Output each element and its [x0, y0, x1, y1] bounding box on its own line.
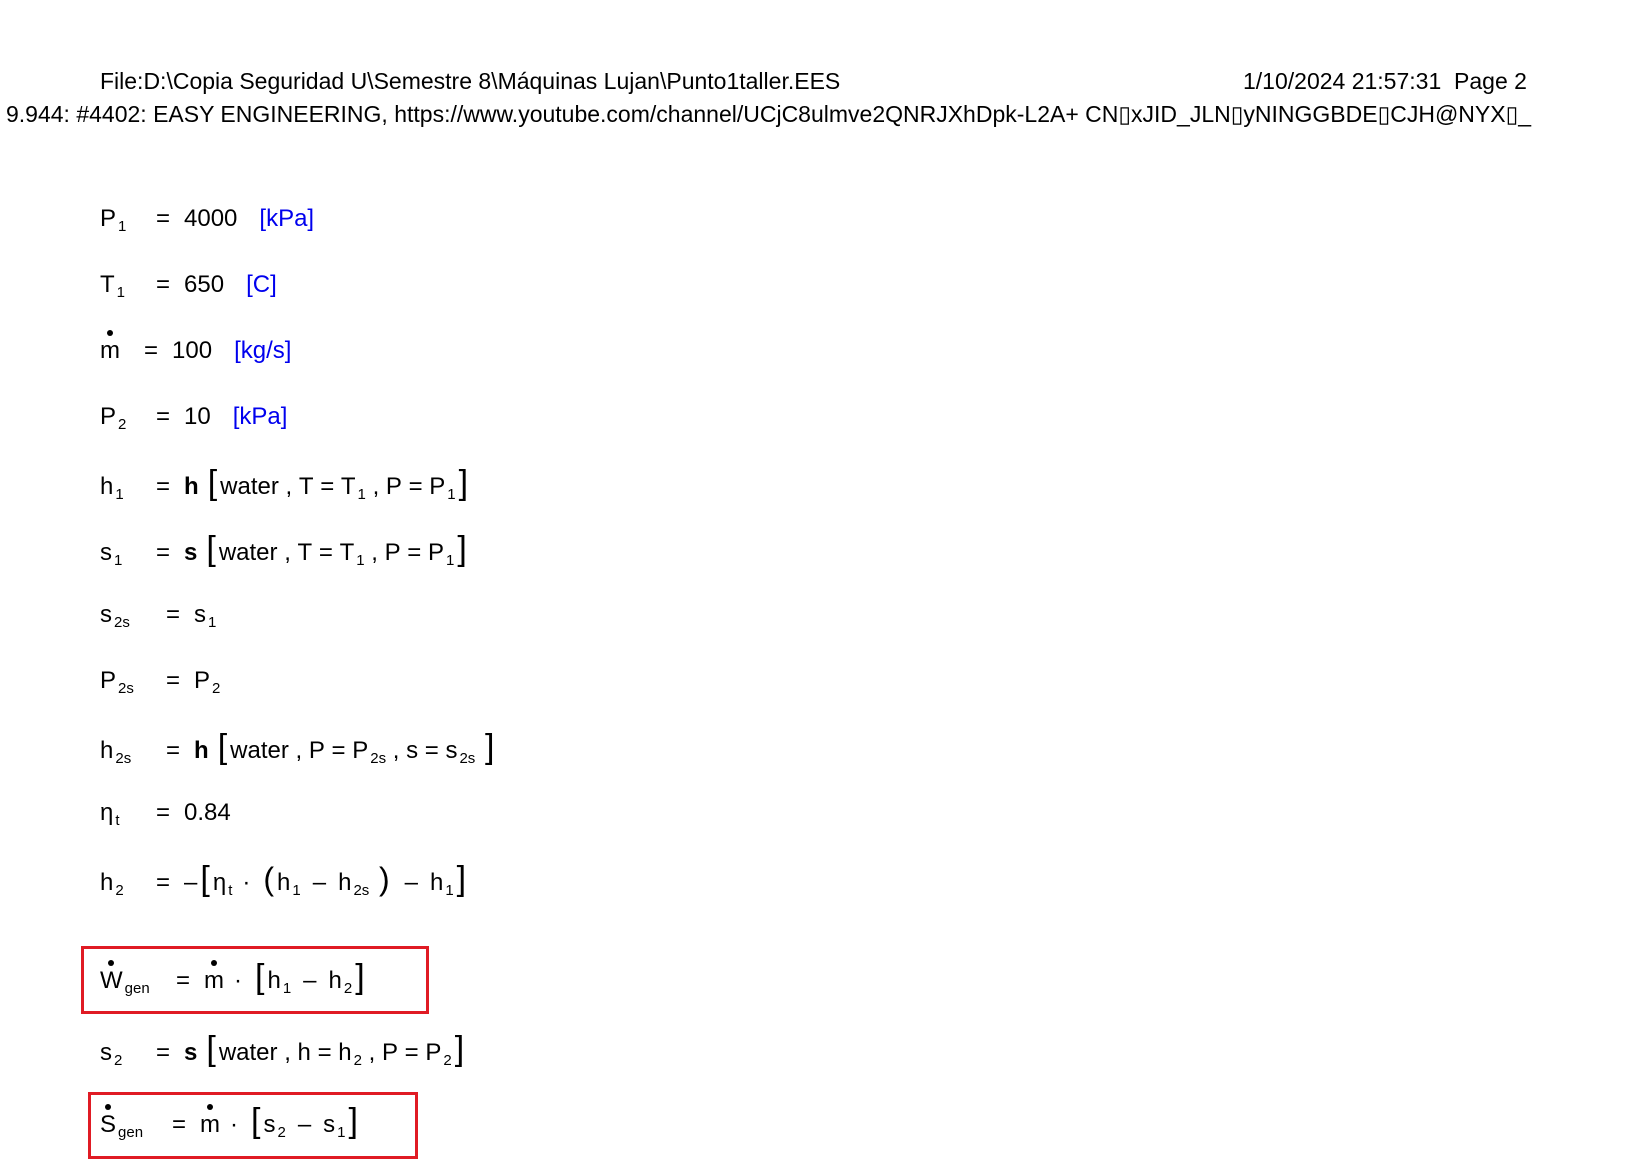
- page-number: Page 2: [1454, 68, 1527, 94]
- equation-p1: P $_1$ = 4000 [kPa]: [100, 205, 315, 235]
- equation-s1: s $_1$ = s [ water , T = T $_1$ , P = P $_1$]: [100, 530, 467, 569]
- equation-p2s: P $_{2s}$ = P $_2$: [100, 667, 221, 697]
- equation-sgen: S $_{gen}$ = m · [ s $_2$ – s $_1$]: [100, 1102, 358, 1141]
- license-line: 9.944: #4402: EASY ENGINEERING, https://www.youtube.com/channel/UCjC8ulmve2QNRJXhDpk-L2A+ CN▯xJID_JLN▯yNINGGBDE▯CJH@NYX▯_: [6, 101, 1532, 127]
- date-page-header: [1243, 68, 1527, 95]
- eta-t-value: 0.84: [184, 799, 231, 826]
- equation-h2: h $_2$ = –[ η $_t$ · ( h $_1$ – h $_{2s}$ ) – h $_1$]: [100, 860, 467, 899]
- p2-unit: [kPa]: [232, 403, 288, 430]
- equation-t1: T $_1$ = 650 [C]: [100, 271, 277, 301]
- p2-value: 10: [184, 403, 211, 430]
- equation-wgen: W $_{gen}$ = m · [ h $_1$ – h $_2$]: [100, 958, 365, 997]
- p1-unit: [kPa]: [259, 205, 315, 232]
- equation-p2: P $_2$ = 10 [kPa]: [100, 403, 288, 433]
- m-value: 100: [172, 337, 213, 364]
- file-path-header: File:D:\Copia Seguridad U\Semestre 8\Máquinas Lujan\Punto1taller.EES: [100, 68, 841, 94]
- print-date: 1/10/2024 21:57:31: [1243, 68, 1442, 94]
- m-unit: [kg/s]: [234, 337, 292, 364]
- equation-h2s: h $_{2s}$ = h [ water , P = P $_{2s}$ , s = s $_{2s}$ ]: [100, 728, 495, 767]
- t1-unit: [C]: [246, 271, 277, 298]
- equation-h1: h $_1$ = h [ water , T = T $_1$ , P = P $_1$]: [100, 464, 469, 503]
- equation-s2: s $_2$ = s [ water , h = h $_2$ , P = P $_2$]: [100, 1030, 465, 1069]
- equation-mass-flow: m = 100 [kg/s]: [100, 337, 292, 364]
- equation-eta-t: η $_t$ = 0.84: [100, 799, 231, 829]
- t1-value: 650: [184, 271, 225, 298]
- p1-value: 4000: [184, 205, 238, 232]
- equation-s2s: s $_{2s}$ = s $_1$: [100, 601, 217, 631]
